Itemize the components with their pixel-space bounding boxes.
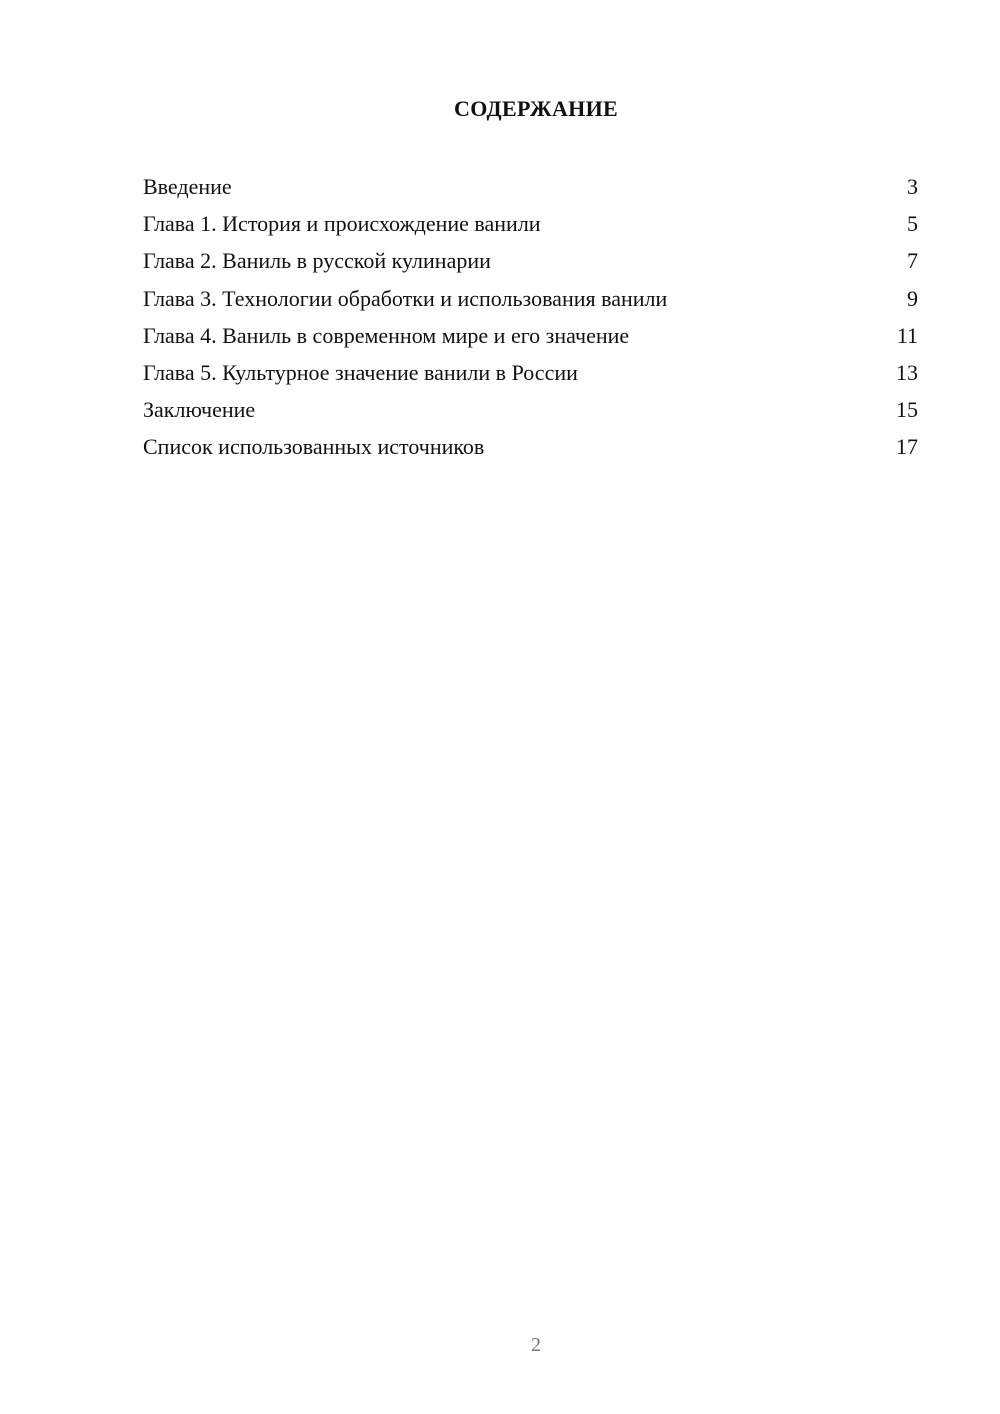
toc-entry-references <box>143 428 918 465</box>
toc-entry-page: 15 <box>896 397 918 423</box>
toc-entry-page: 11 <box>896 322 918 348</box>
toc-entry-page: 3 <box>907 174 918 199</box>
toc-entry-introduction <box>143 168 918 205</box>
page-title: СОДЕРЖАНИЕ <box>454 96 618 121</box>
toc-entry-page: 17 <box>896 434 918 460</box>
page-number: 2 <box>531 1334 541 1356</box>
toc-entry-title: Глава 4. Ваниль в современном мире и его значение <box>143 322 630 348</box>
toc-entry-page: 5 <box>907 211 918 237</box>
toc-entry-title: Список использованных источников <box>143 434 485 460</box>
toc-entry-chapter-5 <box>143 354 918 391</box>
toc-entry-title: Глава 3. Технологии обработки и использования ванили <box>143 285 668 311</box>
toc-entry-page: 13 <box>896 359 918 385</box>
toc-entry-chapter-2 <box>143 242 918 279</box>
toc-entry-title: Глава 1. История и происхождение ванили <box>143 211 541 237</box>
toc-entry-title: Глава 5. Культурное значение ванили в России <box>143 359 578 385</box>
toc-entry-title: Введение <box>143 174 232 199</box>
toc-entry-title: Глава 2. Ваниль в русской кулинарии <box>143 248 491 274</box>
toc-entry-title: Заключение <box>143 397 256 423</box>
toc-entry-chapter-4 <box>143 317 918 354</box>
toc-entry-page: 7 <box>907 248 918 274</box>
table-of-contents <box>143 168 918 466</box>
toc-entry-chapter-1 <box>143 205 918 242</box>
toc-entry-page: 9 <box>907 285 918 311</box>
toc-entry-chapter-3 <box>143 280 918 317</box>
toc-entry-conclusion <box>143 391 918 428</box>
